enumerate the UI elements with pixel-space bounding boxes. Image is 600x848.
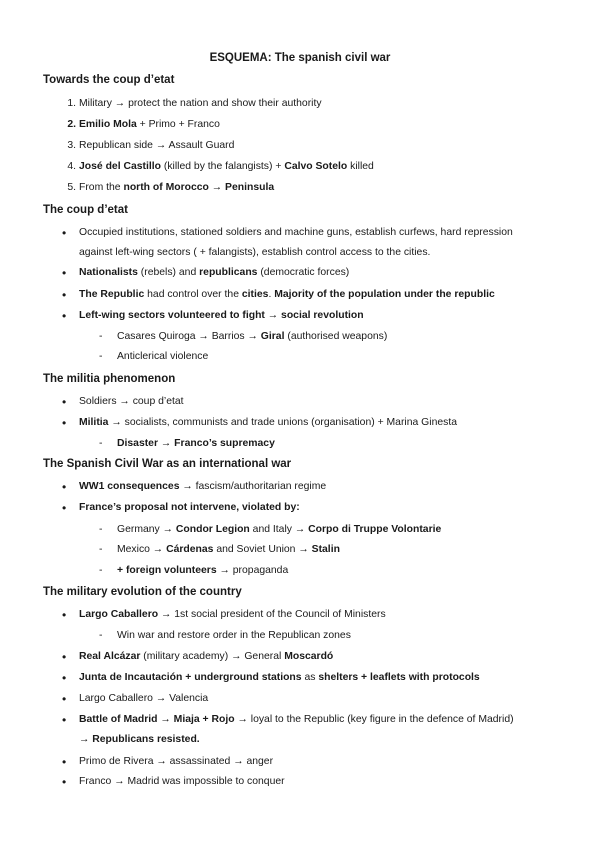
bold-text: Calvo Sotelo	[284, 161, 348, 172]
text-run: (authorised weapons)	[284, 331, 388, 342]
list-number: 2.	[67, 119, 76, 130]
bold-text: Real Alcázar	[79, 651, 141, 662]
bold-text: Largo Caballero	[79, 609, 159, 620]
bold-text: republicans	[199, 267, 258, 278]
bullet-marker: •	[62, 288, 67, 302]
bullet-marker: •	[62, 713, 67, 727]
list-item	[79, 755, 273, 768]
bold-text: WW1 consequences	[79, 481, 180, 492]
bold-text: Left-wing sectors volunteered to fight → social revolution	[79, 310, 364, 321]
text-run: Germany →	[117, 524, 176, 535]
text-run: → 1st social president of the Council of Ministers	[158, 609, 386, 620]
text-run: Republican side → Assault Guard	[79, 140, 235, 151]
dash-marker: -	[99, 565, 103, 576]
text-run: Anticlerical violence	[117, 351, 209, 362]
bullet-marker: •	[62, 501, 67, 515]
list-item	[117, 629, 351, 642]
text-run: as	[301, 672, 319, 683]
bold-text: north of Morocco → Peninsula	[123, 182, 275, 193]
bold-text: Condor Legion	[175, 524, 250, 535]
text-run: (rebels) and	[137, 267, 200, 278]
list-item	[79, 160, 374, 173]
list-item	[79, 733, 200, 746]
list-item	[79, 480, 326, 493]
text-run: → socialists, communists and trade unions (organisation) + Marina Ginesta	[108, 417, 457, 428]
list-item	[79, 181, 274, 194]
text-run: Soldiers → coup d’etat	[79, 396, 184, 407]
text-run: From the	[79, 182, 124, 193]
dash-marker: -	[99, 351, 103, 362]
text-run: (killed by the falangists) +	[161, 161, 285, 172]
bullet-marker: •	[62, 671, 67, 685]
bold-text: Emilio Mola	[79, 119, 137, 130]
bullet-marker: •	[62, 775, 67, 789]
list-item	[79, 713, 514, 726]
bold-text: Cárdenas	[166, 544, 214, 555]
list-item	[79, 118, 220, 131]
section-heading: The Spanish Civil War as an international war	[43, 458, 292, 470]
text-run: + Primo + Franco	[136, 119, 220, 130]
bold-text: → Republicans resisted.	[79, 734, 200, 745]
list-item	[117, 564, 288, 577]
section-heading: Towards the coup d’etat	[43, 74, 175, 86]
bullet-marker: •	[62, 309, 67, 323]
bold-text: Nationalists	[79, 267, 138, 278]
list-item	[79, 692, 208, 705]
text-run: killed	[347, 161, 374, 172]
bold-text: Junta de Incautación + underground stations	[79, 672, 302, 683]
list-item	[79, 309, 364, 322]
dash-marker: -	[99, 524, 103, 535]
bold-text: Majority of the population under the republic	[274, 289, 495, 300]
list-item	[79, 671, 480, 684]
list-item	[117, 437, 275, 450]
text-run: Occupied institutions, stationed soldiers and machine guns, establish curfews, hard repression	[79, 227, 513, 238]
bold-text: shelters + leaflets with protocols	[318, 672, 480, 683]
text-run: .	[268, 289, 275, 300]
list-number: 3.	[67, 140, 76, 151]
text-run: Casares Quiroga → Barrios →	[117, 331, 261, 342]
list-item	[117, 523, 441, 536]
dash-marker: -	[99, 331, 103, 342]
list-number: 5.	[67, 182, 76, 193]
bold-text: Moscardó	[284, 651, 334, 662]
list-item	[79, 416, 457, 429]
list-item	[117, 350, 208, 363]
bold-text: Corpo di Truppe Volontarie	[308, 524, 442, 535]
text-run: Largo Caballero → Valencia	[79, 693, 209, 704]
bullet-marker: •	[62, 480, 67, 494]
text-run: → loyal to the Republic (key figure in the defence of Madrid)	[234, 714, 514, 725]
bold-text: Giral	[260, 331, 285, 342]
list-item	[79, 650, 333, 663]
list-item	[79, 97, 322, 110]
list-item	[117, 330, 387, 343]
bullet-marker: •	[62, 266, 67, 280]
bullet-marker: •	[62, 416, 67, 430]
bold-text: Battle of Madrid → Miaja + Rojo	[79, 714, 235, 725]
list-item	[79, 608, 386, 621]
bold-text: José del Castillo	[79, 161, 161, 172]
bold-text: Stalin	[311, 544, 340, 555]
text-run: Primo de Rivera → assassinated → anger	[79, 756, 274, 767]
bold-text: France’s proposal not intervene, violated by:	[79, 502, 300, 513]
list-item	[79, 226, 513, 239]
list-item	[79, 288, 495, 301]
bold-text: + foreign volunteers	[117, 565, 217, 576]
dash-marker: -	[99, 438, 103, 449]
bold-text: The Republic	[79, 289, 145, 300]
text-run: Military → protect the nation and show their authority	[79, 98, 322, 109]
bold-text: Disaster → Franco’s supremacy	[117, 438, 275, 449]
text-run: and Italy →	[249, 524, 309, 535]
bold-text: Militia	[79, 417, 109, 428]
list-item	[117, 543, 340, 556]
section-heading: The military evolution of the country	[43, 586, 242, 598]
text-run: had control over the	[144, 289, 242, 300]
bullet-marker: •	[62, 608, 67, 622]
bullet-marker: •	[62, 226, 67, 240]
dash-marker: -	[99, 630, 103, 641]
bullet-marker: •	[62, 692, 67, 706]
text-run: Franco → Madrid was impossible to conquer	[79, 776, 285, 787]
text-run: → fascism/authoritarian regime	[179, 481, 327, 492]
bullet-marker: •	[62, 395, 67, 409]
text-run: (democratic forces)	[257, 267, 350, 278]
text-run: Mexico →	[117, 544, 167, 555]
bullet-marker: •	[62, 755, 67, 769]
section-heading: The coup d’etat	[43, 204, 128, 216]
list-number: 1.	[67, 98, 76, 109]
list-item	[79, 139, 234, 152]
list-item	[79, 501, 300, 514]
list-item	[79, 395, 184, 408]
document-title: ESQUEMA: The spanish civil war	[209, 52, 391, 64]
list-item	[79, 246, 430, 259]
text-run: against left-wing sectors ( + falangists), establish control access to the cities.	[79, 247, 431, 258]
list-item	[79, 775, 285, 788]
bold-text: cities	[241, 289, 269, 300]
text-run: and Soviet Union →	[213, 544, 312, 555]
text-run: Win war and restore order in the Republican zones	[117, 630, 351, 641]
text-run: → propaganda	[216, 565, 289, 576]
text-run: (military academy) → General	[140, 651, 285, 662]
list-number: 4.	[67, 161, 76, 172]
list-item	[79, 266, 349, 279]
bullet-marker: •	[62, 650, 67, 664]
dash-marker: -	[99, 544, 103, 555]
section-heading: The militia phenomenon	[43, 373, 176, 385]
